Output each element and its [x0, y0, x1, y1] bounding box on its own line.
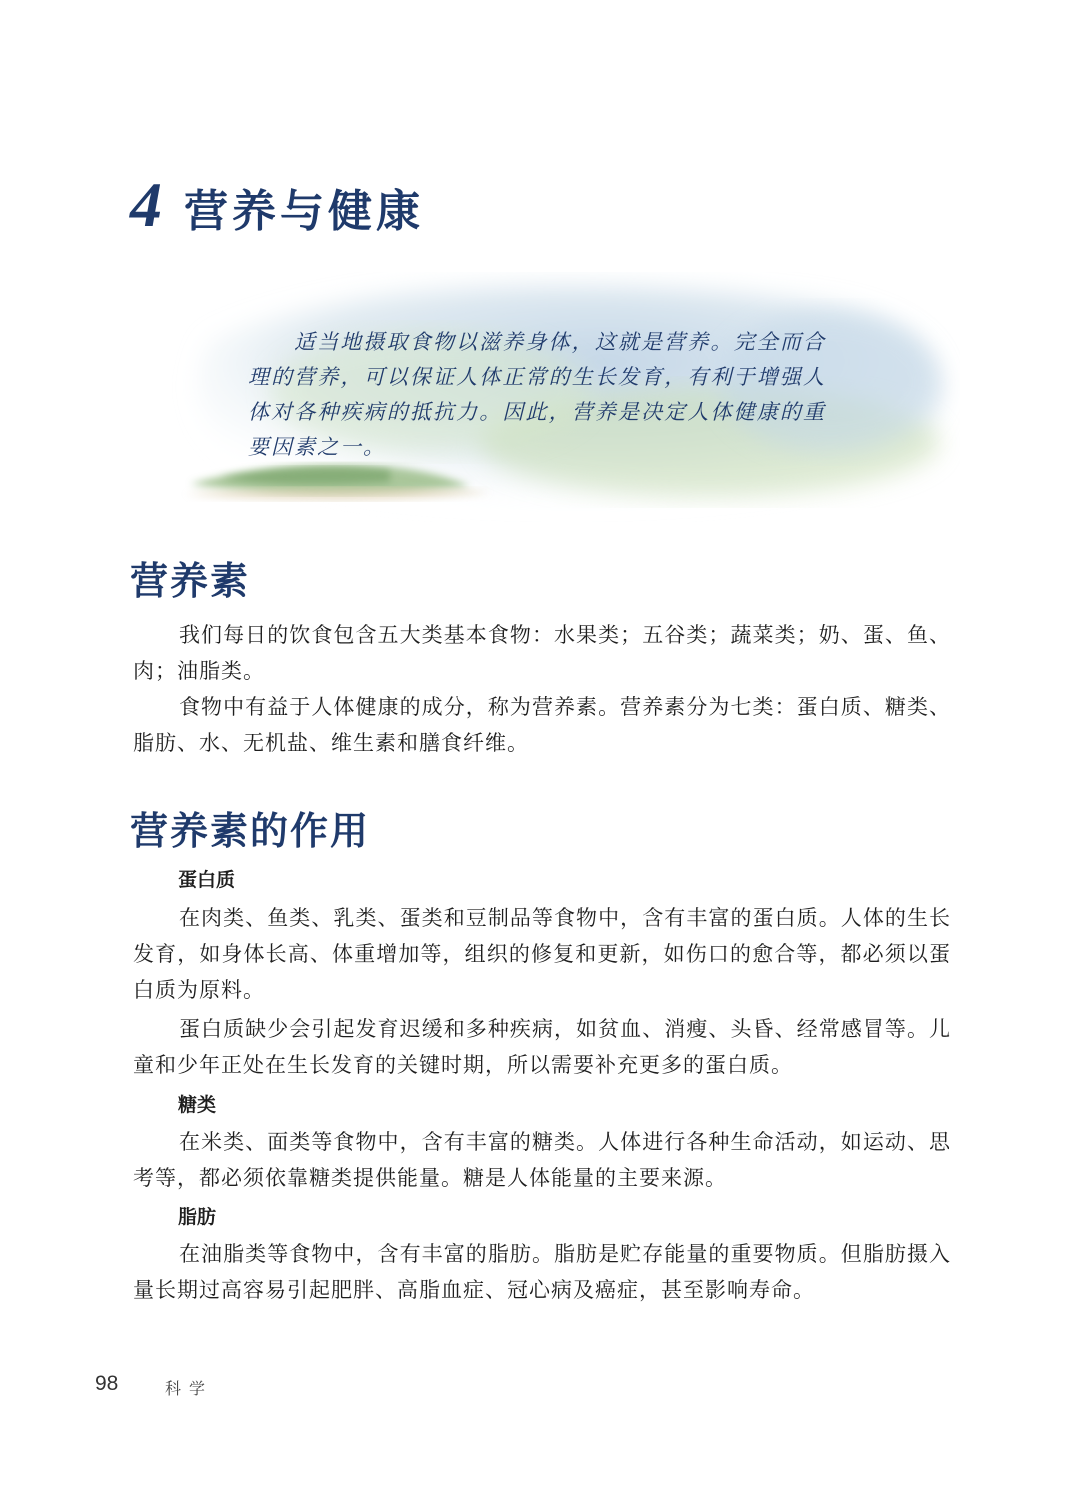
chapter-title [130, 168, 424, 242]
page-number: 98 [95, 1372, 119, 1395]
chapter-intro: 适当地摄取食物以滋养身体，这就是营养。完全而合理的营养，可以保证人体正常的生长发育，有利于增强人体对各种疾病的抵抗力。因此，营养是决定人体健康的重要因素之一。 [248, 330, 826, 459]
page-subject: 科学 [165, 1379, 214, 1398]
paragraph-food-groups: 我们每日的饮食包含五大类基本食物：水果类；五谷类；蔬菜类；奶、蛋、鱼、肉；油脂类。 [133, 623, 951, 683]
paragraph-protein-sources: 在肉类、鱼类、乳类、蛋类和豆制品等食物中，含有丰富的蛋白质。人体的生长发育，如身体长高、体重增加等，组织的修复和更新，如伤口的愈合等，都必须以蛋白质为原料。 [133, 906, 951, 1002]
paragraph-protein-deficiency: 蛋白质缺少会引起发育迟缓和多种疾病，如贫血、消瘦、头昏、经常感冒等。儿童和少年正处在生长发育的关键时期，所以需要补充更多的蛋白质。 [133, 1017, 951, 1077]
chapter-heading: 营养与健康 [184, 186, 424, 237]
subheading-sugar: 糖类 [178, 1094, 217, 1116]
paragraph-nutrient-types: 食物中有益于人体健康的成分，称为营养素。营养素分为七类：蛋白质、糖类、脂肪、水、无机盐、维生素和膳食纤维。 [133, 695, 951, 755]
chapter-number: 4 [130, 169, 162, 240]
section-heading-nutrient-functions: 营养素的作用 [130, 809, 371, 853]
subheading-protein: 蛋白质 [178, 869, 236, 891]
subheading-fat: 脂肪 [178, 1206, 217, 1228]
section-heading-nutrients: 营养素 [130, 559, 251, 603]
paragraph-fat: 在油脂类等食物中，含有丰富的脂肪。脂肪是贮存能量的重要物质。但脂肪摄入量长期过高容易引起肥胖、高脂血症、冠心病及癌症，甚至影响寿命。 [133, 1242, 951, 1302]
paragraph-sugar: 在米类、面类等食物中，含有丰富的糖类。人体进行各种生命活动，如运动、思考等，都必须依靠糖类提供能量。糖是人体能量的主要来源。 [133, 1130, 951, 1190]
